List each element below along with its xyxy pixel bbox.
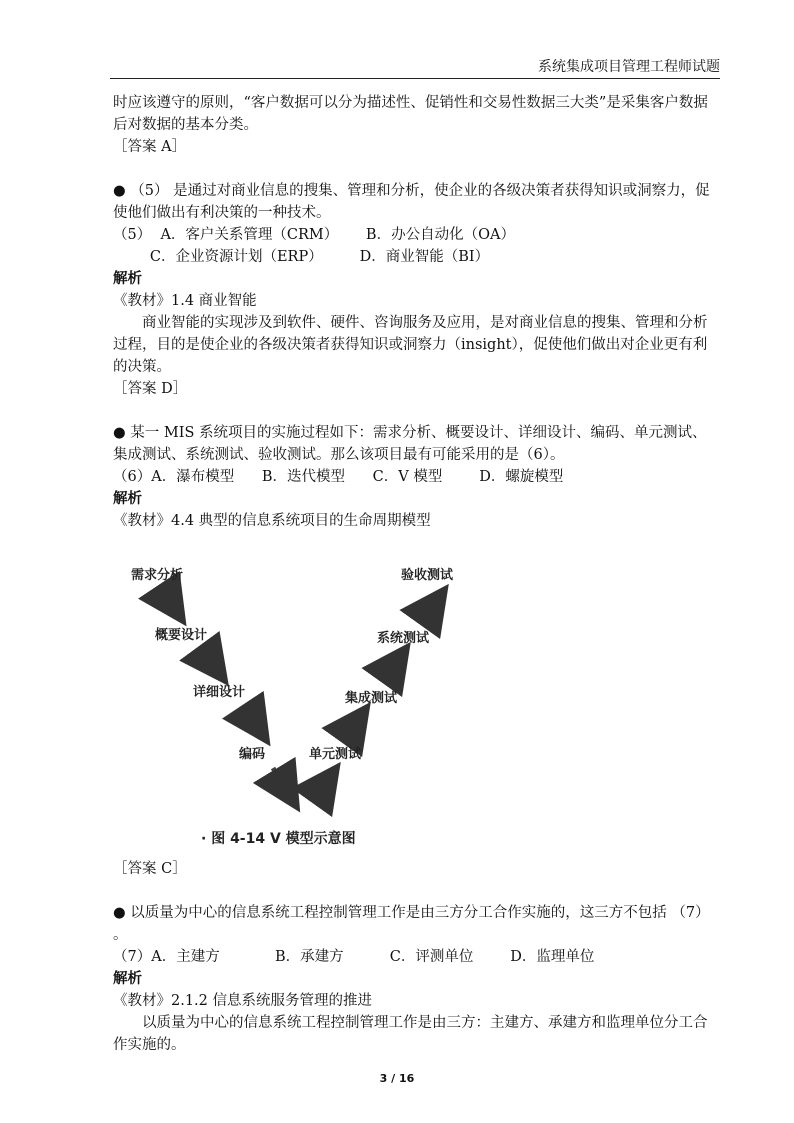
stage-label-acceptance-test: 验收测试 (401, 568, 454, 583)
stage-label-requirements: 需求分析 (131, 568, 184, 583)
textbook-reference: 《教材》4.4 典型的信息系统项目的生命周期模型 (113, 513, 431, 529)
arrow-down-4 (273, 768, 295, 804)
answer: ［答案 C］ (113, 861, 187, 877)
stage-label-detail-design: 详细设计 (193, 685, 246, 700)
figure-caption: · 图 4-14 V 模型示意图 (201, 831, 356, 847)
page-number: 3 / 16 (379, 1072, 415, 1085)
textbook-reference: 《教材》2.1.2 信息系统服务管理的推进 (113, 993, 373, 1009)
arrow-down-1 (161, 588, 181, 618)
analysis-heading: 解析 (113, 970, 142, 987)
question-7: ● 以质量为中心的信息系统工程控制管理工作是由三方分工合作实施的，这三方不包括 （7） 。 (113, 905, 710, 943)
analysis-heading: 解析 (113, 490, 142, 507)
question-6: ● 某一 MIS 系统项目的实施过程如下：需求分析、概要设计、详细设计、编码、单元测试、集成测试、系统测试、验收测试。那么该项目最有可能采用的是（6）。 (113, 425, 707, 463)
answer: ［答案 D］ (113, 381, 188, 397)
answer: ［答案 A］ (113, 139, 187, 155)
analysis-heading: 解析 (113, 270, 142, 287)
question-6-options: （6）A．瀑布模型 B．迭代模型 C．V 模型 D．螺旋模型 (113, 469, 564, 485)
document-body (113, 92, 720, 1056)
arrow-up-4 (423, 592, 443, 620)
question-5-options-2: C．企业资源计划（ERP） D．商业智能（BI） (113, 249, 490, 265)
question-5: ● （5） 是通过对商业信息的搜集、管理和分析，使企业的各级决策者获得知识或洞察力，促使他们做出有利决策的一种技术。 (113, 183, 710, 221)
arrow-up-3 (385, 650, 405, 678)
question-5-options-1: （5） A．客户关系管理（CRM） B．办公自动化（OA） (113, 227, 515, 243)
stage-label-integration-test: 集成测试 (345, 691, 398, 706)
paragraph: 时应该遵守的原则，“客户数据可以分为描述性、促销性和交易性数据三大类”是采集客户数据后对数据的基本分类。 (113, 95, 708, 133)
stage-label-outline-design: 概要设计 (155, 628, 208, 643)
v-model-diagram (113, 536, 720, 858)
analysis-body: 商业智能的实现涉及到软件、硬件、咨询服务及应用，是对商业信息的搜集、管理和分析过程，目的是使企业的各级决策者获得知识或洞察力（insight），促使他们做出对企业更有利的决策。 (113, 315, 708, 375)
arrow-down-2 (201, 648, 223, 678)
header-title: 系统集成项目管理工程师试题 (538, 59, 720, 75)
analysis-body: 以质量为中心的信息系统工程控制管理工作是由三方：主建方、承建方和监理单位分工合作实施的。 (113, 1015, 708, 1053)
question-7-options: （7）A．主建方 B．承建方 C．评测单位 D．监理单位 (113, 949, 595, 965)
v-model-figure (113, 536, 720, 858)
textbook-reference: 《教材》1.4 商业智能 (113, 293, 257, 309)
arrow-up-1 (315, 770, 335, 798)
arrow-down-3 (245, 708, 265, 738)
arrow-up-2 (345, 710, 365, 738)
stage-label-system-test: 系统测试 (377, 631, 430, 646)
header-rule (110, 78, 720, 79)
page-header (110, 56, 720, 76)
stage-label-coding: 编码 (239, 747, 266, 762)
stage-label-unit-test: 单元测试 (309, 747, 362, 762)
